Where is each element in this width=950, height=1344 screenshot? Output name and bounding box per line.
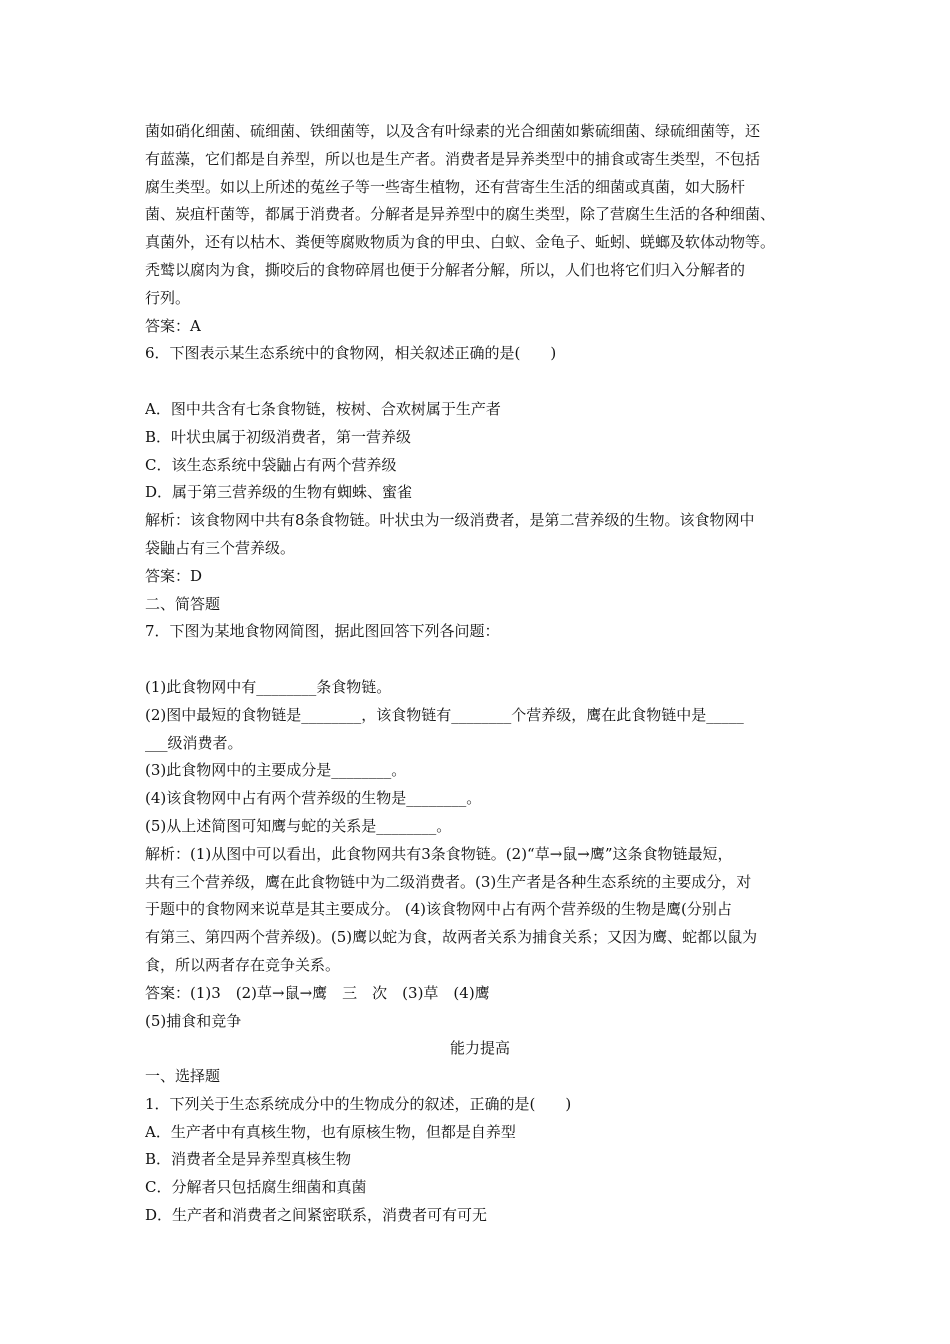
question-line: 6．下图表示某生态系统中的食物网，相关叙述正确的是( ): [145, 344, 557, 363]
analysis-line: 于题中的食物网来说草是其主要成分。 (4)该食物网中占有两个营养级的生物是鹰(分别占: [145, 900, 732, 919]
analysis-line: 袋鼬占有三个营养级。: [145, 538, 296, 557]
text-line: 真菌外，还有以枯木、粪便等腐败物质为食的甲虫、白蚁、金龟子、蚯蚓、蜣螂及软体动物等。: [145, 233, 776, 252]
answer-line: 答案：(1)3 (2)草→鼠→鹰 三 次 (3)草 (4)鹰: [145, 983, 490, 1002]
section-heading: 二、简答题: [145, 594, 221, 613]
analysis-line: 共有三个营养级，鹰在此食物链中为二级消费者。(3)生产者是各种生态系统的主要成分，对: [145, 872, 752, 891]
question-line: 7．下图为某地食物网简图，据此图回答下列各问题：: [145, 622, 500, 641]
answer-line: (5)捕食和竞争: [145, 1011, 242, 1030]
subquestion-line: (5)从上述简图可知鹰与蛇的关系是________。: [145, 816, 452, 835]
section-heading: 一、选择题: [145, 1067, 221, 1086]
analysis-line: 食，所以两者存在竞争关系。: [145, 955, 341, 974]
question-line: 1．下列关于生态系统成分中的生物成分的叙述，正确的是( ): [145, 1094, 572, 1113]
subquestion-line: (4)该食物网中占有两个营养级的生物是________。: [145, 789, 482, 808]
figure-placeholder: [145, 646, 815, 674]
option-c: C．该生态系统中袋鼬占有两个营养级: [145, 455, 397, 474]
subquestion-line: (3)此食物网中的主要成分是________。: [145, 761, 407, 780]
answer-line: 答案：A: [145, 316, 201, 335]
option-a: A．生产者中有真核生物，也有原核生物，但都是自养型: [145, 1122, 516, 1141]
document-body: [145, 118, 815, 1230]
section-title: 能力提高: [449, 1039, 510, 1058]
text-line: 行列。: [145, 288, 191, 307]
option-b: B．消费者全是异养型真核生物: [145, 1150, 352, 1169]
text-line: 菌如硝化细菌、硫细菌、铁细菌等，以及含有叶绿素的光合细菌如紫硫细菌、绿硫细菌等，还: [145, 122, 761, 140]
analysis-line: 解析：(1)从图中可以看出，此食物网共有3条食物链。(2)“草→鼠→鹰”这条食物链最短，: [145, 844, 733, 863]
option-c: C．分解者只包括腐生细菌和真菌: [145, 1178, 367, 1197]
analysis-line: 有第三、第四两个营养级)。(5)鹰以蛇为食，故两者关系为捕食关系；又因为鹰、蛇都以鼠为: [145, 928, 758, 947]
subquestion-line: ___级消费者。: [145, 733, 243, 752]
figure-placeholder: [145, 368, 815, 396]
text-line: 秃鹫以腐肉为食，撕咬后的食物碎屑也便于分解者分解，所以，人们也将它们归入分解者的: [145, 260, 746, 279]
subquestion-line: (1)此食物网中有________条食物链。: [145, 677, 392, 696]
text-line: 有蓝藻，它们都是自养型，所以也是生产者。消费者是异养类型中的捕食或寄生类型，不包括: [145, 149, 761, 168]
option-d: D．生产者和消费者之间紧密联系，消费者可有可无: [145, 1206, 488, 1225]
option-b: B．叶状虫属于初级消费者，第一营养级: [145, 427, 412, 446]
text-line: 腐生类型。如以上所述的菟丝子等一些寄生植物，还有营寄生生活的细菌或真菌，如大肠杆: [145, 177, 746, 196]
analysis-line: 解析：该食物网中共有8条食物链。叶状虫为一级消费者，是第二营养级的生物。该食物网中: [145, 511, 755, 530]
option-a: A．图中共含有七条食物链，桉树、合欢树属于生产者: [145, 399, 501, 418]
subquestion-line: (2)图中最短的食物链是________，该食物链有________个营养级，鹰在此食物链中是_____: [145, 705, 744, 724]
text-line: 菌、炭疽杆菌等，都属于消费者。分解者是异养型中的腐生类型，除了营腐生生活的各种细菌、: [145, 205, 776, 224]
option-d: D．属于第三营养级的生物有蜘蛛、蜜雀: [145, 483, 413, 502]
answer-line: 答案：D: [145, 566, 203, 585]
